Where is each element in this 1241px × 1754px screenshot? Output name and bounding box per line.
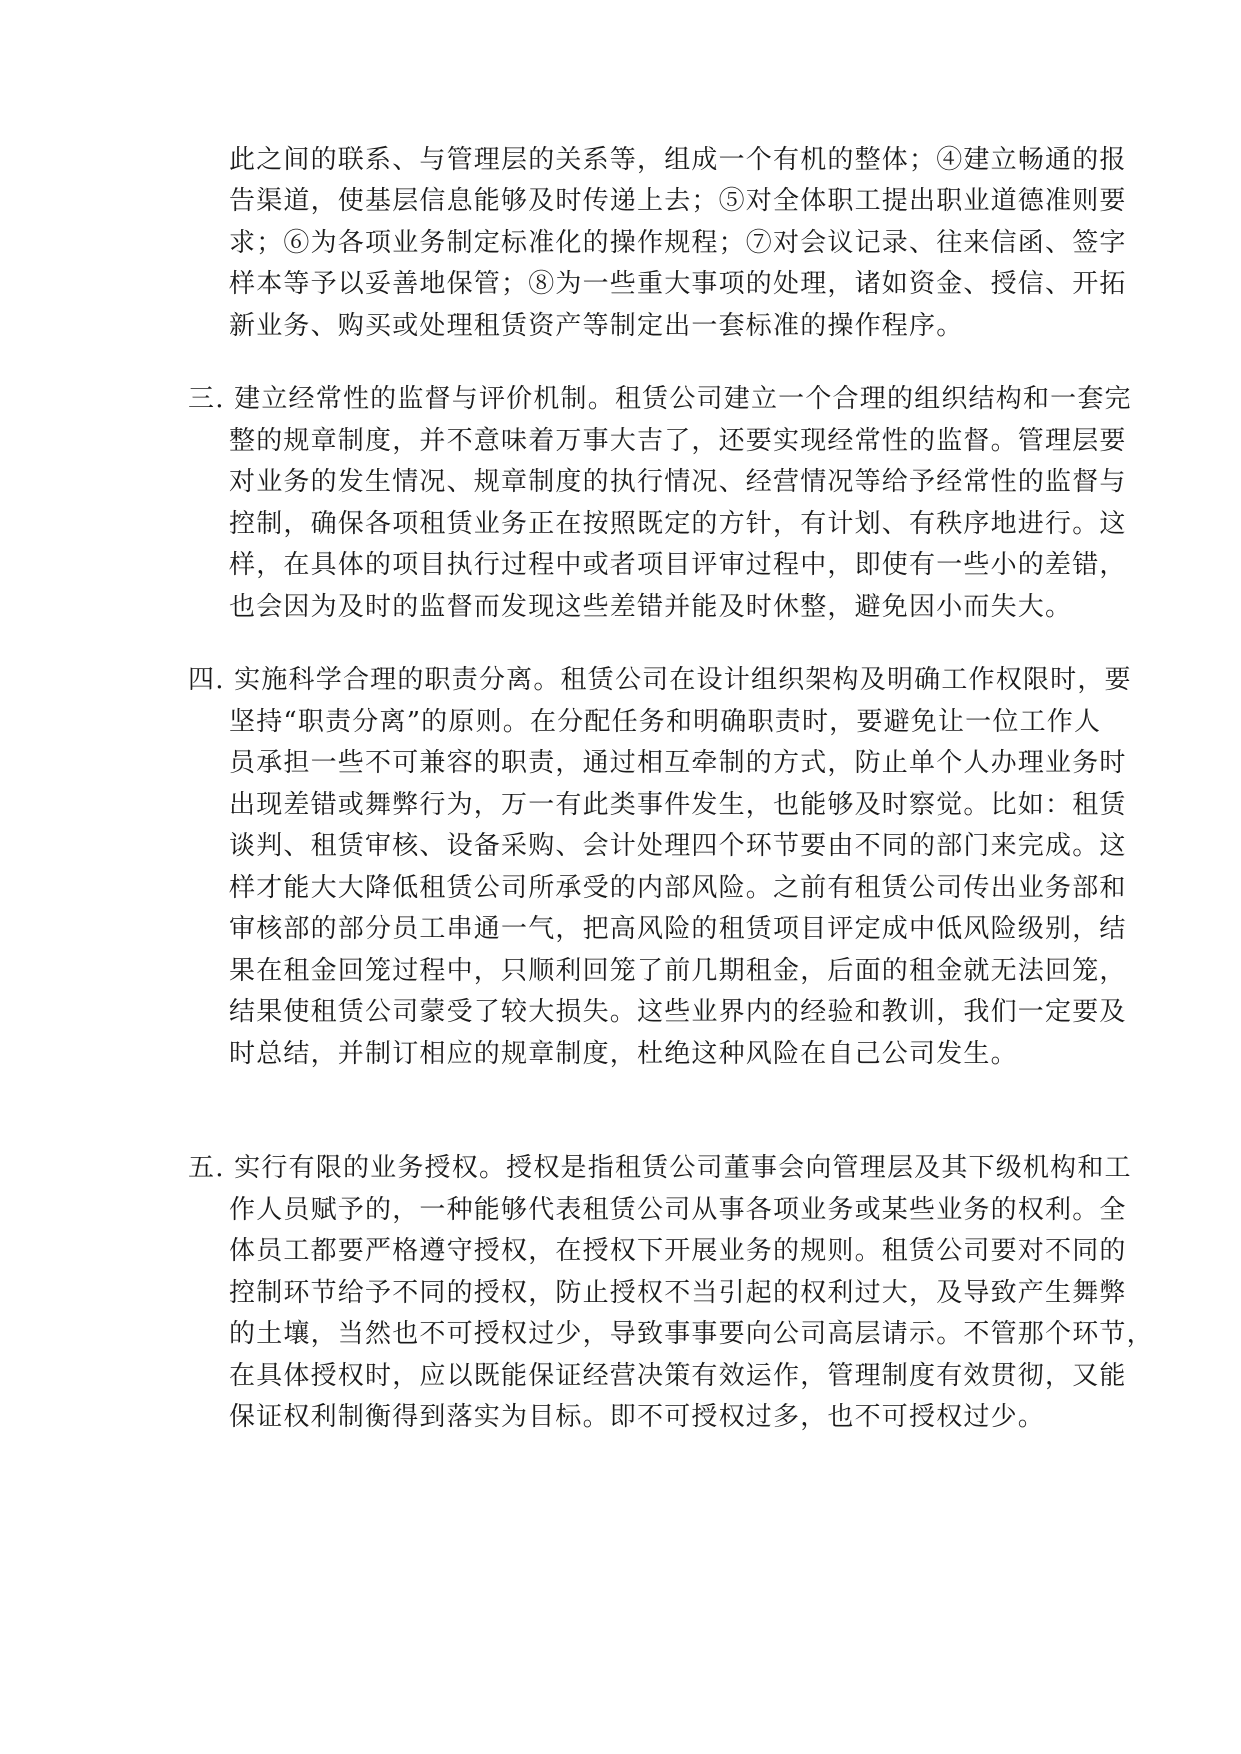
- text-line: 样，在具体的项目执行过程中或者项目评审过程中，即使有一些小的差错，: [229, 550, 1127, 580]
- text-line: 作人员赋予的，一种能够代表租赁公司从事各项业务或某些业务的权利。全: [229, 1195, 1127, 1225]
- text-line: 整的规章制度，并不意味着万事大吉了，还要实现经常性的监督。管理层要: [229, 426, 1127, 456]
- section-4-first-line: [188, 665, 1132, 695]
- text-line: 结果使租赁公司蒙受了较大损失。这些业界内的经验和教训，我们一定要及: [229, 997, 1127, 1027]
- text-line: 此之间的联系、与管理层的关系等，组成一个有机的整体；④建立畅通的报: [229, 145, 1127, 175]
- text-line: 告渠道，使基层信息能够及时传递上去；⑤对全体职工提出职业道德准则要: [229, 186, 1127, 216]
- text-line: 控制，确保各项租赁业务正在按照既定的方针，有计划、有秩序地进行。这: [229, 509, 1127, 539]
- text-line: 实施科学合理的职责分离。租赁公司在设计组织架构及明确工作权限时，要: [234, 665, 1132, 695]
- text-line: 保证权利制衡得到落实为目标。即不可授权过多，也不可授权过少。: [229, 1402, 1046, 1432]
- text-line: 控制环节给予不同的授权，防止授权不当引起的权利过大，及导致产生舞弊: [229, 1278, 1127, 1308]
- text-line: 员承担一些不可兼容的职责，通过相互牵制的方式，防止单个人办理业务时: [229, 748, 1127, 778]
- text-line: 样才能大大降低租赁公司所承受的内部风险。之前有租赁公司传出业务部和: [229, 873, 1127, 903]
- text-line: 审核部的部分员工串通一气，把高风险的租赁项目评定成中低风险级别，结: [229, 914, 1127, 944]
- text-line: 实行有限的业务授权。授权是指租赁公司董事会向管理层及其下级机构和工: [234, 1153, 1132, 1183]
- text-line: 坚持“职责分离”的原则。在分配任务和明确职责时，要避免让一位工作人: [229, 707, 1102, 737]
- text-line: 果在租金回笼过程中，只顺利回笼了前几期租金，后面的租金就无法回笼，: [229, 956, 1127, 986]
- section-number: 五.: [188, 1153, 225, 1183]
- section-number: 四.: [188, 665, 225, 695]
- text-line: 谈判、租赁审核、设备采购、会计处理四个环节要由不同的部门来完成。这: [229, 831, 1127, 861]
- text-line: 也会因为及时的监督而发现这些差错并能及时休整，避免因小而失大。: [229, 592, 1073, 622]
- text-line: 体员工都要严格遵守授权，在授权下开展业务的规则。租赁公司要对不同的: [229, 1236, 1127, 1266]
- text-line: 样本等予以妥善地保管；⑧为一些重大事项的处理，诸如资金、授信、开拓: [229, 269, 1127, 299]
- section-number: 三.: [188, 384, 225, 414]
- text-line: 求；⑥为各项业务制定标准化的操作规程；⑦对会议记录、往来信函、签字: [229, 228, 1127, 258]
- text-line: 建立经常性的监督与评价机制。租赁公司建立一个合理的组织结构和一套完: [234, 384, 1132, 414]
- section-3-first-line: [188, 384, 1132, 414]
- text-line: 对业务的发生情况、规章制度的执行情况、经营情况等给予经常性的监督与: [229, 467, 1127, 497]
- text-line: 出现差错或舞弊行为，万一有此类事件发生，也能够及时察觉。比如：租赁: [229, 790, 1127, 820]
- section-5-first-line: [188, 1153, 1132, 1183]
- text-line: 新业务、购买或处理租赁资产等制定出一套标准的操作程序。: [229, 311, 964, 341]
- text-line: 在具体授权时，应以既能保证经营决策有效运作，管理制度有效贯彻，又能: [229, 1361, 1127, 1391]
- text-line: 的土壤，当然也不可授权过少，导致事事要向公司高层请示。不管那个环节，: [229, 1319, 1154, 1349]
- text-line: 时总结，并制订相应的规章制度，杜绝这种风险在自己公司发生。: [229, 1039, 1018, 1069]
